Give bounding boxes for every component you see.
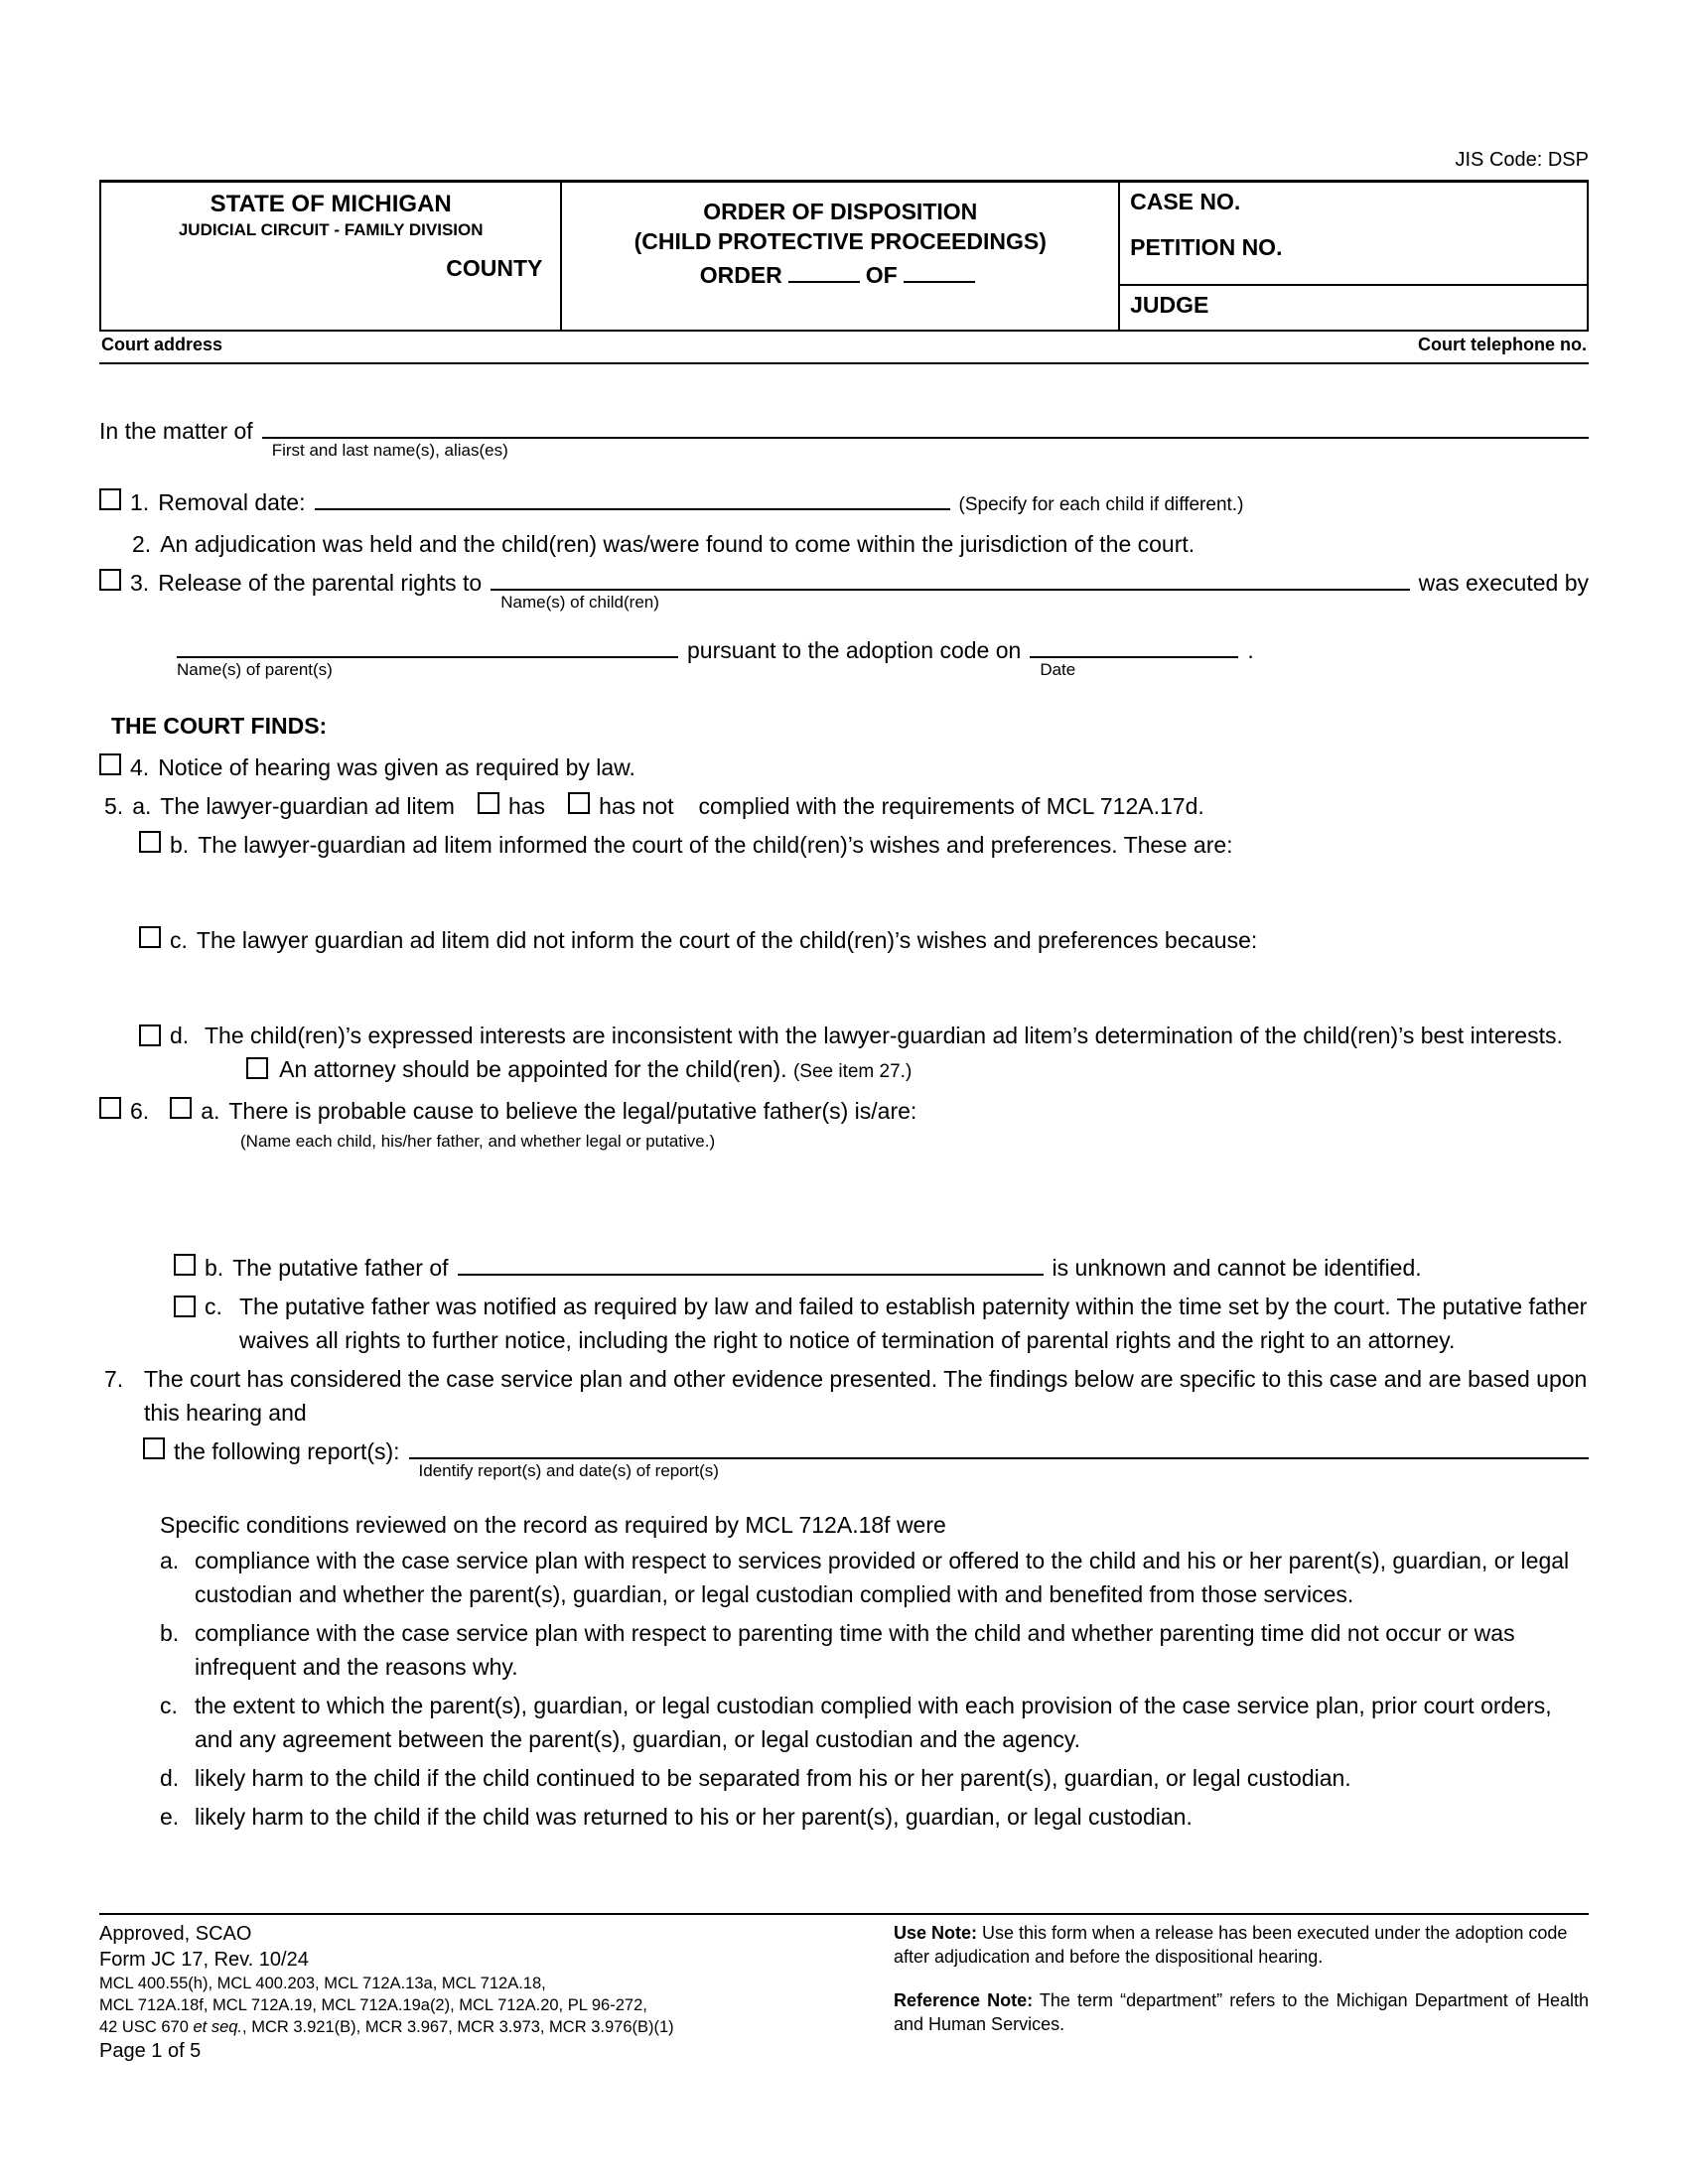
item3-pre-text: Release of the parental rights to <box>158 570 483 596</box>
see-item-27-note: (See item 27.) <box>792 1061 913 1082</box>
case-no-label: CASE NO. <box>1130 189 1241 214</box>
item-6b-row <box>99 1251 1589 1285</box>
citation-line-3 <box>99 2016 894 2038</box>
item5b-text: The lawyer-guardian ad litem informed the court of the child(ren)’s wishes and preferences. These are: <box>198 832 1233 858</box>
item5d-checkbox[interactable] <box>139 1024 161 1046</box>
court-info-cell[interactable] <box>100 182 561 332</box>
citation-3-post: , MCR 3.921(B), MCR 3.967, MCR 3.973, MCR 3.976(B)(1) <box>242 2018 674 2036</box>
item3-period: . <box>1247 637 1254 663</box>
circuit-title: JUDICIAL CIRCUIT - FAMILY DIVISION <box>178 220 484 239</box>
item-4-row <box>99 751 1589 784</box>
item5d-text: The child(ren)’s expressed interests are inconsistent with the lawyer-guardian ad litem’s determination of the child(ren)’s best interests. <box>205 1023 1563 1048</box>
item-5b-row <box>99 828 1589 862</box>
fathers-writing-area[interactable] <box>99 1156 1589 1251</box>
jis-code: JIS Code: DSP <box>1455 149 1589 171</box>
item6b-pre-text: The putative father of <box>232 1255 449 1281</box>
in-the-matter-row <box>99 414 1589 460</box>
item-7 <box>99 1362 1589 1430</box>
case-no-field[interactable] <box>1120 183 1587 228</box>
lgal-has-not-label: has not <box>599 793 674 819</box>
item5b-checkbox[interactable] <box>139 831 161 853</box>
item6-number: 6. <box>130 1098 150 1124</box>
form-footer <box>99 1913 1589 2064</box>
order-total-field[interactable] <box>904 263 975 283</box>
citation-3-pre: 42 USC 670 <box>99 2018 194 2036</box>
item5b-letter: b. <box>170 832 190 858</box>
lgal-has-not-checkbox[interactable] <box>568 792 590 814</box>
item6b-letter: b. <box>205 1255 224 1281</box>
footer-right <box>894 1921 1589 2064</box>
item3-post-text: was executed by <box>1418 570 1589 596</box>
order-label: ORDER <box>699 262 782 288</box>
item6-caption: (Name each child, his/her father, and whether legal or putative.) <box>240 1132 716 1151</box>
judge-label: JUDGE <box>1130 292 1209 318</box>
judge-field[interactable] <box>1120 284 1587 330</box>
child-names-caption: Name(s) of child(ren) <box>500 593 659 612</box>
parent-names-field[interactable] <box>177 638 678 679</box>
lgal-has-checkbox[interactable] <box>478 792 499 814</box>
item2-number: 2. <box>132 531 152 557</box>
in-matter-label: In the matter of <box>99 418 253 444</box>
approved-scao: Approved, SCAO <box>99 1923 252 1945</box>
form-body <box>99 414 1589 1834</box>
form-number: Form JC 17, Rev. 10/24 <box>99 1949 309 1971</box>
item6a-checkbox[interactable] <box>170 1097 192 1119</box>
item3-checkbox[interactable] <box>99 569 121 591</box>
item1-note: (Specify for each child if different.) <box>958 494 1244 515</box>
item3-mid-text: pursuant to the adoption code on <box>687 637 1022 663</box>
condition-b <box>99 1616 1589 1684</box>
removal-date-field[interactable] <box>315 490 950 510</box>
court-finds-heading: THE COURT FINDS: <box>111 713 328 739</box>
report-caption: Identify report(s) and date(s) of report(s) <box>418 1461 719 1480</box>
item-1-row <box>99 485 1589 522</box>
condition-a-text: compliance with the case service plan with respect to services provided or offered to the child and his or her parent(s), guardian, or legal custodian and whether the parent(s), guardian, or legal custodian complied with and benefited from those services. <box>195 1548 1570 1607</box>
condition-e <box>99 1800 1589 1834</box>
condition-d <box>99 1761 1589 1795</box>
attorney-text: An attorney should be appointed for the child(ren). <box>279 1056 787 1082</box>
item5c-text: The lawyer guardian ad litem did not inform the court of the child(ren)’s wishes and preferences because: <box>196 927 1258 953</box>
item5c-letter: c. <box>170 927 188 953</box>
item6b-post-text: is unknown and cannot be identified. <box>1052 1255 1422 1281</box>
condition-d-letter: d. <box>160 1765 180 1791</box>
page-number: Page 1 of 5 <box>99 2040 202 2062</box>
item1-number: 1. <box>130 489 150 515</box>
item-2-row <box>99 527 1589 561</box>
item4-text: Notice of hearing was given as required by law. <box>158 754 635 780</box>
item7-text: The court has considered the case service plan and other evidence presented. The findings below are specific to this case and are based upon this hearing and <box>144 1366 1588 1426</box>
order-count-line <box>570 260 1110 290</box>
item4-number: 4. <box>130 754 150 780</box>
condition-c-text: the extent to which the parent(s), guardian, or legal custodian complied with each provision of the case service plan, prior court orders, and any agreement between the parent(s), guardian, or legal custodian and the agency. <box>195 1693 1552 1752</box>
item4-checkbox[interactable] <box>99 753 121 775</box>
item-5d <box>99 1019 1589 1089</box>
use-note <box>894 1921 1589 1969</box>
item-6-row <box>99 1094 1589 1128</box>
report-checkbox[interactable] <box>143 1437 165 1459</box>
court-address-row[interactable] <box>99 332 1589 364</box>
petition-no-label: PETITION NO. <box>1130 234 1283 260</box>
item1-checkbox[interactable] <box>99 488 121 510</box>
item-6c <box>99 1290 1589 1357</box>
item6c-text: The putative father was notified as required by law and failed to establish paternity within the time set by the court. The putative father waives all rights to further notice, including the right to notice of termination of parental rights and the right to an attorney. <box>239 1294 1588 1353</box>
condition-b-letter: b. <box>160 1620 180 1646</box>
item5c-checkbox[interactable] <box>139 926 161 948</box>
reference-note <box>894 1988 1589 2036</box>
item6-checkbox[interactable] <box>99 1097 121 1119</box>
citation-line-1: MCL 400.55(h), MCL 400.203, MCL 712A.13a, MCL 712A.18, <box>99 1975 546 1992</box>
lgal-has-label: has <box>507 793 546 819</box>
condition-a-letter: a. <box>160 1548 180 1573</box>
item6c-checkbox[interactable] <box>174 1296 196 1317</box>
condition-c-letter: c. <box>160 1693 178 1718</box>
condition-e-letter: e. <box>160 1804 180 1830</box>
attorney-checkbox[interactable] <box>246 1057 268 1079</box>
report-field[interactable] <box>409 1439 1589 1480</box>
footer-left <box>99 1921 894 2064</box>
conditions-intro <box>99 1508 1589 1542</box>
citation-line-2: MCL 712A.18f, MCL 712A.19, MCL 712A.19a(2), MCL 712A.20, PL 96-272, <box>99 1996 647 2014</box>
item5a-post-text: complied with the requirements of MCL 712A.17d. <box>698 793 1204 819</box>
form-subtitle: (CHILD PROTECTIVE PROCEEDINGS) <box>633 228 1047 254</box>
matter-names-field[interactable] <box>262 419 1589 460</box>
court-address-label: Court address <box>101 335 223 354</box>
form-title-cell <box>561 182 1119 332</box>
item-3-row <box>99 566 1589 612</box>
use-note-text: Use this form when a release has been executed under the adoption code after adjudication and before the dispositional hearing. <box>894 1923 1568 1967</box>
item-5a-row <box>99 789 1589 823</box>
item2-text: An adjudication was held and the child(ren) was/were found to come within the jurisdiction of the court. <box>160 531 1196 557</box>
case-info-cell <box>1119 182 1588 332</box>
item3-number: 3. <box>130 570 150 596</box>
form-title: ORDER OF DISPOSITION <box>703 199 978 224</box>
adoption-date-field[interactable] <box>1030 638 1238 679</box>
reference-note-label: Reference Note: <box>894 1990 1034 2010</box>
item1-label: Removal date: <box>158 489 306 515</box>
county-label: COUNTY <box>446 255 543 281</box>
state-title: STATE OF MICHIGAN <box>210 191 452 217</box>
adoption-date-caption: Date <box>1040 660 1076 679</box>
condition-d-text: likely harm to the child if the child continued to be separated from his or her parent(s), guardian, or legal custodian. <box>195 1765 1351 1791</box>
item6b-checkbox[interactable] <box>174 1254 196 1276</box>
item6a-text: There is probable cause to believe the legal/putative father(s) is/are: <box>228 1098 917 1124</box>
condition-c <box>99 1689 1589 1756</box>
court-phone-label: Court telephone no. <box>1418 335 1587 354</box>
putative-father-field[interactable] <box>458 1256 1044 1276</box>
parent-names-caption: Name(s) of parent(s) <box>177 660 333 679</box>
item6a-letter: a. <box>201 1098 220 1124</box>
item5d-letter: d. <box>170 1023 190 1048</box>
item5a-letter: a. <box>132 793 152 819</box>
child-names-field[interactable] <box>491 571 1409 612</box>
condition-a <box>99 1544 1589 1611</box>
use-note-label: Use Note: <box>894 1923 978 1943</box>
condition-e-text: likely harm to the child if the child was returned to his or her parent(s), guardian, or legal custodian. <box>195 1804 1193 1830</box>
conditions-intro-text: Specific conditions reviewed on the record as required by MCL 712A.18f were <box>160 1512 946 1538</box>
citation-3-italic: et seq. <box>193 2018 243 2036</box>
item-5c-row <box>99 923 1589 957</box>
order-number-field[interactable] <box>788 263 860 283</box>
of-label: OF <box>865 262 898 288</box>
item-7-report-row <box>99 1434 1589 1480</box>
item-3-row-2 <box>99 633 1589 679</box>
item5-number: 5. <box>104 793 124 819</box>
condition-b-text: compliance with the case service plan with respect to parenting time with the child and whether parenting time did not occur or was infrequent and the reasons why. <box>195 1620 1515 1680</box>
matter-names-caption: First and last name(s), alias(es) <box>271 441 508 460</box>
item5a-pre-text: The lawyer-guardian ad litem <box>160 793 455 819</box>
reference-note-text: The term “department” refers to the Michigan Department of Health and Human Services. <box>894 1990 1589 2034</box>
report-label: the following report(s): <box>174 1438 400 1464</box>
form-header-table <box>99 180 1589 332</box>
petition-no-field[interactable] <box>1120 228 1587 284</box>
item6c-letter: c. <box>205 1294 222 1319</box>
item7-number: 7. <box>104 1366 124 1392</box>
